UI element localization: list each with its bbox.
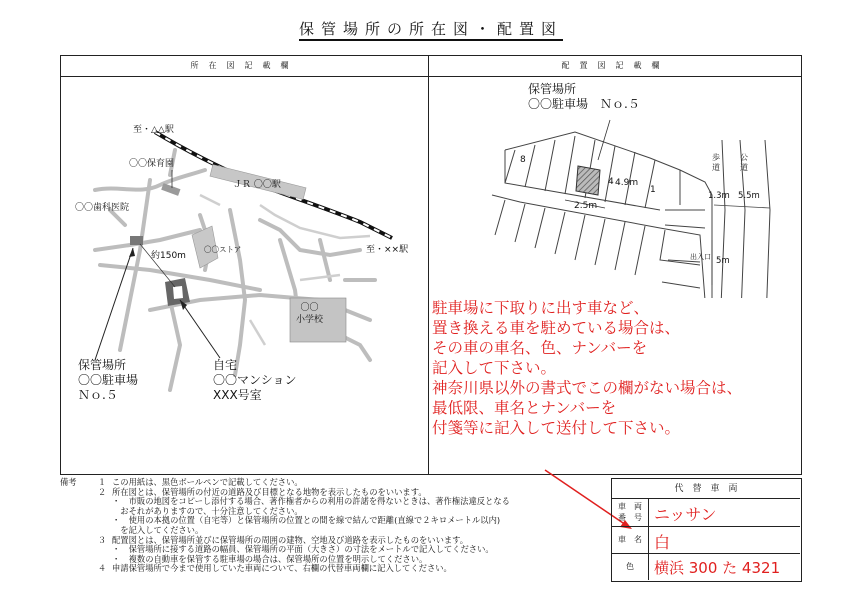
replacement-vehicle-table xyxy=(611,478,802,582)
table-label-color: 色 xyxy=(626,562,634,571)
table-value-name[interactable]: 白 xyxy=(654,533,671,552)
dental-building xyxy=(130,236,143,245)
layout-map-header: 配置図記載欄 xyxy=(429,55,802,77)
annotation-line: 記入して下さい。 xyxy=(432,359,557,377)
label-school: 〇〇 小学校 xyxy=(296,303,324,325)
label-station-xx: 至・××駅 xyxy=(366,245,409,255)
label-nursery: 〇〇保育園 xyxy=(129,159,175,169)
note-text: を記入してください。 xyxy=(112,524,204,535)
notes-heading: 備考 xyxy=(60,477,77,487)
note-text: ・ 市販の地図をコピーし添付する場合、著作権者からの利用の許諾を得ないときは、著作権法違反となる xyxy=(112,496,510,507)
annotation-line: 付箋等に記入して送付して下さい。 xyxy=(432,419,681,437)
width-label: 2.5m xyxy=(574,201,598,211)
annotation-line: 置き換える車を駐めている場合は、 xyxy=(432,319,681,337)
note-text: ・ 使用の本拠の位置（自宅等）と保管場所の位置との間を線で結んで距離(直線で２キロメートル以内) xyxy=(112,515,501,526)
label-station-aa: 至・△△駅 xyxy=(133,125,174,135)
label-jr-station: ＪＲ 〇〇駅 xyxy=(233,180,281,190)
note-num: １ xyxy=(97,477,107,487)
home-callout-line xyxy=(180,300,220,358)
reserved-slot xyxy=(576,166,600,195)
note-text: 所在図とは、保管場所の付近の道路及び目標となる地物を表示したものをいいます。 xyxy=(112,486,427,497)
note-text: おそれがありますので、十分注意してください。 xyxy=(112,505,303,516)
sidewalk-width: 1.3m xyxy=(708,191,730,201)
table-header: 代 替 車 両 xyxy=(612,479,800,499)
annotation-line: 最低限、車名とナンバーを xyxy=(432,399,617,417)
slot-4-label: 4 xyxy=(608,177,614,187)
table-row-line xyxy=(612,526,800,527)
table-row-line xyxy=(612,553,800,554)
label-store: 〇〇ストア xyxy=(204,245,242,254)
entrance-label: 出入口 xyxy=(690,253,711,261)
note-num: ３ xyxy=(97,534,107,545)
slot-leader xyxy=(598,120,610,160)
label-dental: 〇〇歯科医院 xyxy=(75,203,130,213)
note-num: ２ xyxy=(97,486,107,497)
parking-arrow-head xyxy=(129,248,135,257)
note-text: 配置図とは、保管場所並びに保管場所の周囲の建物、空地及び道路を表示したものをいいます。 xyxy=(112,534,469,545)
annotation-line: その車の車名、色、ナンバーを xyxy=(432,339,648,357)
note-text: ・ 複数の自動車を保管する駐車場の場合は、保管場所の位置を明示してください。 xyxy=(112,553,428,564)
table-value-color[interactable]: 横浜 300 た 4321 xyxy=(654,559,781,577)
depth-label: 4.9m xyxy=(615,178,639,188)
table-label-name: 車 名 xyxy=(618,535,642,544)
nursery-building xyxy=(161,183,180,196)
table-label-number: 車 両 番 号 xyxy=(618,502,642,522)
slot-1-label: 1 xyxy=(650,185,656,195)
parking-title: 保管場所 〇〇駐車場 Ｎｏ.５ xyxy=(528,82,640,111)
note-text: ・ 保管場所に接する道路の幅員、保管場所の平面（大きさ）の寸法をメートルで記入してください。 xyxy=(112,544,494,555)
note-text: 申請保管場所で今まで使用していた車両について、右欄の代替車両欄に記入してください。 xyxy=(112,563,452,574)
note-num: ４ xyxy=(97,563,107,574)
location-map-header: 所在図記載欄 xyxy=(60,55,429,77)
road-label: 公 道 xyxy=(740,153,748,172)
annotation-line: 駐車場に下取りに出す車など、 xyxy=(432,299,650,317)
note-text: この用紙は、黒色ボールペンで記載してください。 xyxy=(112,477,303,487)
home-building xyxy=(165,278,190,306)
parking-callout: 保管場所 〇〇駐車場 Ｎｏ.５ xyxy=(78,358,139,402)
table-column-line xyxy=(648,499,649,580)
sidewalk-label: 歩 道 xyxy=(712,153,720,172)
red-annotation xyxy=(432,298,800,438)
road-width: 5.5m xyxy=(738,191,760,201)
entrance-width: 5m xyxy=(716,256,730,266)
page-title: 保管場所の所在図・配置図 xyxy=(0,18,862,39)
notes-section xyxy=(60,478,616,574)
table-value-number[interactable]: ニッサン xyxy=(654,505,717,524)
slot-8-label: 8 xyxy=(520,155,526,165)
annotation-line: 神奈川県以外の書式でこの欄がない場合は、 xyxy=(432,379,743,397)
home-callout: 自宅 〇〇マンション XXX号室 xyxy=(213,358,297,402)
label-distance: 約150m xyxy=(151,251,186,261)
